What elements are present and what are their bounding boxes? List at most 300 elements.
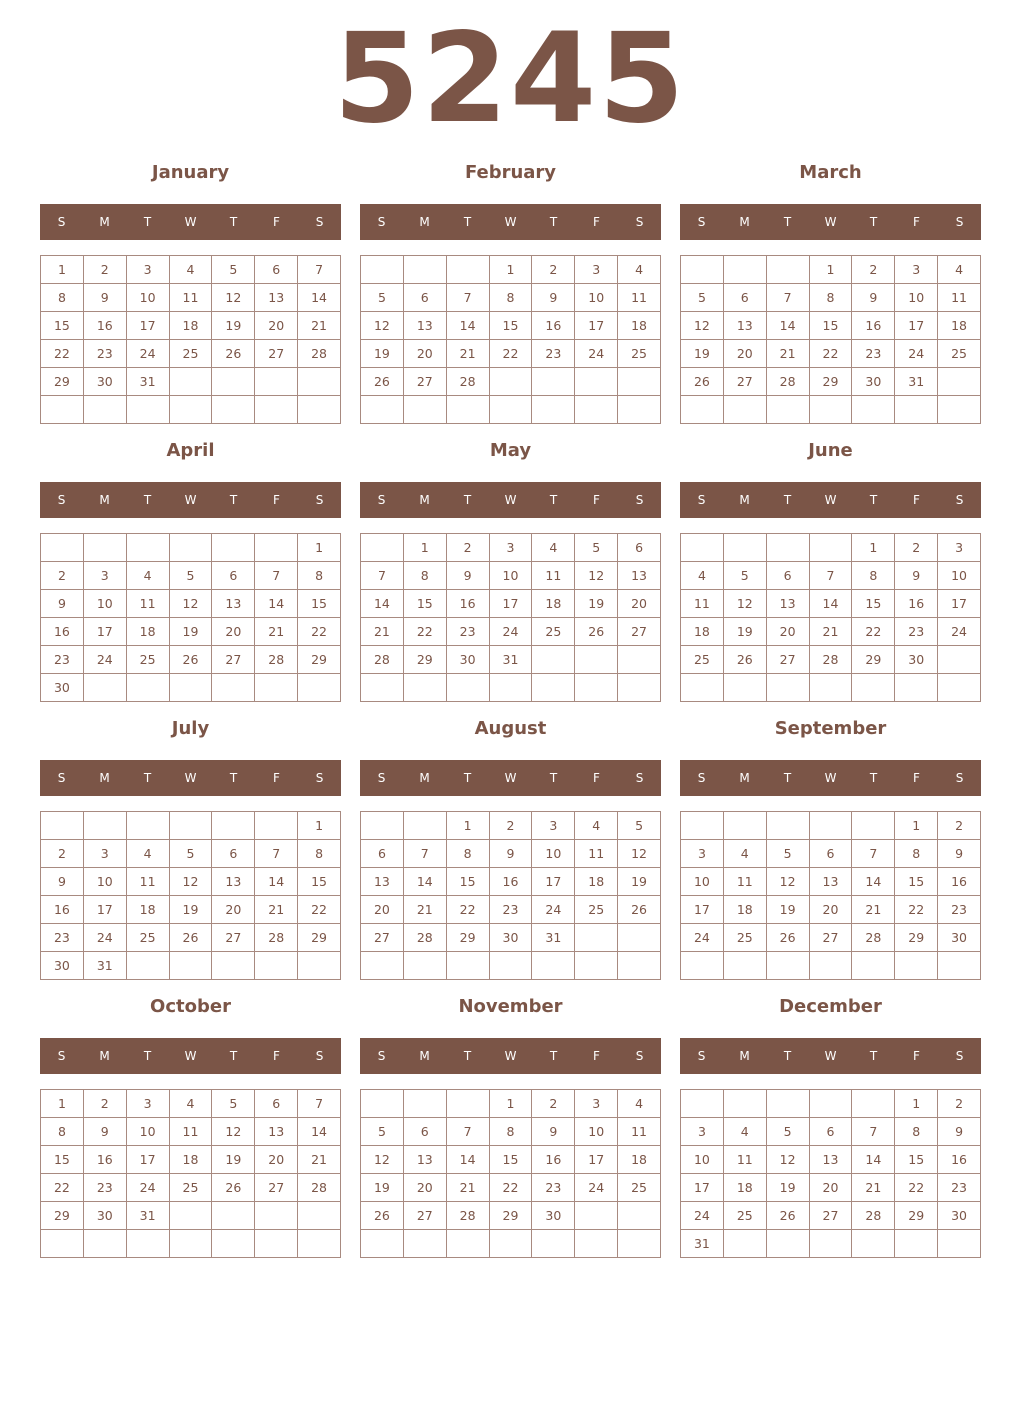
day-cell [404,1230,447,1258]
day-cell: 25 [127,924,170,952]
day-cell [170,396,213,424]
month-december [680,992,981,1262]
day-cell: 27 [404,368,447,396]
weekday-label: T [229,215,238,229]
day-cell: 3 [490,534,533,562]
day-cell [361,674,404,702]
day-cell [255,368,298,396]
day-cell [575,1230,618,1258]
day-cell [532,952,575,980]
day-cell: 22 [447,896,490,924]
day-cell: 16 [447,590,490,618]
day-cell: 10 [490,562,533,590]
day-cell: 1 [490,256,533,284]
day-cell: 13 [212,590,255,618]
day-cell [681,256,724,284]
day-cell: 9 [84,1118,127,1146]
month-name: February [464,162,557,183]
weekday-label: M [739,771,750,785]
day-cell [852,396,895,424]
day-cell [895,396,938,424]
day-cell: 17 [532,868,575,896]
day-cell: 25 [532,618,575,646]
day-cell [767,1090,810,1118]
day-cell: 10 [895,284,938,312]
weekday-label: W [184,493,197,507]
day-cell: 31 [127,1202,170,1230]
weekday-label: W [184,1049,197,1063]
days-grid [360,533,661,702]
day-cell: 6 [404,284,447,312]
weekday-label: S [57,771,66,785]
day-cell [575,1202,618,1230]
day-cell [724,952,767,980]
day-cell: 22 [490,340,533,368]
day-cell: 2 [938,1090,981,1118]
day-cell: 24 [681,924,724,952]
month-march [680,158,981,428]
day-cell: 8 [298,840,341,868]
weekday-label: S [377,771,386,785]
day-cell: 24 [681,1202,724,1230]
weekday-label: W [824,215,837,229]
day-cell: 4 [127,562,170,590]
day-cell: 31 [84,952,127,980]
day-cell: 17 [127,312,170,340]
weekday-header [40,204,341,240]
weekday-label: T [143,215,152,229]
day-cell: 1 [298,812,341,840]
day-cell [852,674,895,702]
day-cell: 26 [681,368,724,396]
day-cell: 23 [938,1174,981,1202]
day-cell: 31 [681,1230,724,1258]
weekday-label: S [377,215,386,229]
day-cell [618,646,661,674]
day-cell: 25 [575,896,618,924]
day-cell: 28 [404,924,447,952]
day-cell: 30 [84,1202,127,1230]
day-cell [212,812,255,840]
day-cell [852,1090,895,1118]
day-cell: 12 [361,312,404,340]
day-cell: 6 [255,256,298,284]
day-cell: 15 [852,590,895,618]
day-cell: 17 [127,1146,170,1174]
day-cell: 1 [41,256,84,284]
day-cell: 23 [41,646,84,674]
weekday-label: W [184,771,197,785]
day-cell: 31 [895,368,938,396]
day-cell [404,812,447,840]
day-cell [84,812,127,840]
weekday-header [680,482,981,518]
weekday-label: M [99,215,110,229]
weekday-label: W [504,771,517,785]
day-cell: 22 [852,618,895,646]
day-cell: 3 [127,256,170,284]
day-cell: 7 [852,840,895,868]
month-june [680,436,981,706]
day-cell: 28 [852,1202,895,1230]
day-cell: 2 [852,256,895,284]
day-cell: 1 [404,534,447,562]
day-cell: 6 [724,284,767,312]
day-cell [361,256,404,284]
day-cell: 5 [618,812,661,840]
day-cell [212,1230,255,1258]
day-cell: 20 [255,312,298,340]
day-cell: 8 [895,1118,938,1146]
day-cell: 20 [404,340,447,368]
month-january [40,158,341,428]
weekday-label: S [377,493,386,507]
day-cell: 19 [212,312,255,340]
day-cell: 8 [298,562,341,590]
day-cell [127,534,170,562]
weekday-label: M [99,1049,110,1063]
day-cell: 20 [361,896,404,924]
day-cell [212,396,255,424]
day-cell: 10 [532,840,575,868]
day-cell: 16 [532,312,575,340]
day-cell: 21 [810,618,853,646]
day-cell: 6 [212,562,255,590]
day-cell: 6 [767,562,810,590]
day-cell: 23 [41,924,84,952]
day-cell: 5 [212,256,255,284]
day-cell: 10 [84,868,127,896]
month-name: January [151,162,230,183]
weekday-label: T [463,493,472,507]
day-cell: 9 [490,840,533,868]
day-cell: 19 [618,868,661,896]
day-cell: 31 [490,646,533,674]
day-cell [810,952,853,980]
day-cell [490,368,533,396]
day-cell: 4 [127,840,170,868]
day-cell: 9 [41,868,84,896]
day-cell [810,1090,853,1118]
day-cell: 24 [84,646,127,674]
day-cell [681,674,724,702]
day-cell: 6 [255,1090,298,1118]
day-cell: 4 [681,562,724,590]
day-cell [575,952,618,980]
weekday-label: M [739,1049,750,1063]
day-cell: 22 [41,1174,84,1202]
day-cell: 30 [490,924,533,952]
day-cell: 5 [212,1090,255,1118]
day-cell [361,952,404,980]
day-cell: 4 [938,256,981,284]
day-cell [938,646,981,674]
day-cell: 26 [767,1202,810,1230]
day-cell: 27 [212,924,255,952]
day-cell: 8 [41,284,84,312]
day-cell: 3 [681,1118,724,1146]
day-cell [724,1090,767,1118]
weekday-label: T [549,493,558,507]
day-cell: 16 [852,312,895,340]
day-cell [895,674,938,702]
month-name: March [799,162,862,183]
day-cell: 7 [361,562,404,590]
days-grid [360,255,661,424]
day-cell: 3 [127,1090,170,1118]
day-cell [255,1202,298,1230]
day-cell [404,256,447,284]
weekday-label: W [824,493,837,507]
day-cell: 24 [575,1174,618,1202]
weekday-label: M [419,1049,430,1063]
day-cell: 10 [681,1146,724,1174]
weekday-label: T [783,493,792,507]
day-cell: 7 [404,840,447,868]
day-cell: 27 [810,924,853,952]
day-cell [447,1230,490,1258]
day-cell [170,368,213,396]
day-cell: 7 [852,1118,895,1146]
day-cell: 15 [490,1146,533,1174]
day-cell [575,674,618,702]
weekday-label: T [869,1049,878,1063]
day-cell: 27 [767,646,810,674]
day-cell: 26 [361,368,404,396]
day-cell: 19 [767,1174,810,1202]
day-cell: 3 [84,562,127,590]
day-cell: 25 [938,340,981,368]
day-cell: 14 [447,312,490,340]
weekday-label: F [273,771,280,785]
weekday-label: T [783,215,792,229]
day-cell: 5 [724,562,767,590]
day-cell [618,674,661,702]
day-cell: 17 [938,590,981,618]
day-cell [361,1090,404,1118]
day-cell: 17 [575,312,618,340]
day-cell [127,396,170,424]
day-cell [84,1230,127,1258]
day-cell: 25 [618,340,661,368]
day-cell [618,924,661,952]
day-cell: 16 [41,618,84,646]
day-cell: 12 [212,1118,255,1146]
weekday-label: T [869,493,878,507]
day-cell: 21 [298,312,341,340]
weekday-label: M [99,493,110,507]
day-cell: 28 [255,924,298,952]
weekday-label: T [229,771,238,785]
weekday-label: S [697,771,706,785]
day-cell [810,396,853,424]
day-cell: 23 [938,896,981,924]
day-cell: 12 [767,1146,810,1174]
weekday-header [40,760,341,796]
weekday-label: T [229,1049,238,1063]
day-cell: 13 [618,562,661,590]
day-cell: 12 [618,840,661,868]
day-cell [127,952,170,980]
days-grid [680,1089,981,1258]
day-cell: 6 [361,840,404,868]
day-cell: 5 [767,840,810,868]
weekday-header [360,204,661,240]
day-cell: 26 [724,646,767,674]
day-cell: 2 [84,1090,127,1118]
day-cell [255,674,298,702]
day-cell [681,396,724,424]
day-cell: 20 [212,896,255,924]
day-cell: 26 [212,1174,255,1202]
day-cell: 11 [127,590,170,618]
day-cell: 22 [895,1174,938,1202]
day-cell: 18 [724,896,767,924]
days-grid [680,533,981,702]
weekday-label: T [549,1049,558,1063]
day-cell: 4 [618,256,661,284]
day-cell: 15 [895,1146,938,1174]
day-cell [404,952,447,980]
day-cell: 16 [490,868,533,896]
day-cell: 25 [681,646,724,674]
weekday-label: W [504,215,517,229]
day-cell: 13 [255,284,298,312]
day-cell: 14 [447,1146,490,1174]
weekday-header [680,760,981,796]
day-cell: 24 [532,896,575,924]
day-cell: 8 [852,562,895,590]
day-cell: 10 [681,868,724,896]
weekday-label: T [143,771,152,785]
day-cell: 2 [447,534,490,562]
day-cell: 30 [447,646,490,674]
weekday-label: W [184,215,197,229]
day-cell: 5 [575,534,618,562]
day-cell: 28 [447,368,490,396]
day-cell [255,812,298,840]
day-cell: 3 [681,840,724,868]
day-cell: 6 [810,1118,853,1146]
day-cell: 16 [532,1146,575,1174]
day-cell: 15 [298,868,341,896]
day-cell: 28 [361,646,404,674]
weekday-label: M [739,493,750,507]
day-cell: 21 [447,1174,490,1202]
day-cell: 4 [532,534,575,562]
weekday-header [40,482,341,518]
day-cell: 14 [767,312,810,340]
day-cell [532,368,575,396]
day-cell: 24 [490,618,533,646]
day-cell: 20 [810,1174,853,1202]
month-name: August [474,718,547,739]
day-cell: 29 [810,368,853,396]
day-cell: 28 [767,368,810,396]
day-cell [575,396,618,424]
day-cell: 13 [724,312,767,340]
day-cell: 3 [895,256,938,284]
day-cell [895,1230,938,1258]
day-cell [724,812,767,840]
days-grid [40,811,341,980]
day-cell: 3 [575,1090,618,1118]
weekday-label: W [824,771,837,785]
day-cell: 21 [298,1146,341,1174]
day-cell [255,396,298,424]
day-cell: 15 [298,590,341,618]
day-cell: 12 [361,1146,404,1174]
day-cell: 1 [41,1090,84,1118]
day-cell: 17 [84,618,127,646]
day-cell: 19 [361,1174,404,1202]
day-cell [618,368,661,396]
day-cell [681,534,724,562]
day-cell [212,952,255,980]
year-title: 5245 [333,7,687,151]
day-cell [447,952,490,980]
day-cell: 3 [532,812,575,840]
weekday-label: T [463,771,472,785]
day-cell: 27 [255,1174,298,1202]
day-cell [298,1202,341,1230]
day-cell: 3 [84,840,127,868]
days-grid [40,1089,341,1258]
day-cell [618,1202,661,1230]
weekday-label: S [315,493,324,507]
weekday-label: S [57,1049,66,1063]
day-cell: 27 [361,924,404,952]
day-cell: 4 [170,1090,213,1118]
day-cell: 19 [361,340,404,368]
weekday-label: T [229,493,238,507]
day-cell [127,674,170,702]
day-cell: 28 [255,646,298,674]
weekday-label: T [143,493,152,507]
weekday-label: M [419,771,430,785]
day-cell [938,396,981,424]
day-cell [767,256,810,284]
day-cell: 5 [170,840,213,868]
day-cell: 13 [767,590,810,618]
weekday-label: F [913,1049,920,1063]
day-cell [404,396,447,424]
day-cell: 19 [681,340,724,368]
day-cell: 2 [84,256,127,284]
day-cell: 22 [810,340,853,368]
day-cell: 20 [767,618,810,646]
day-cell: 9 [532,1118,575,1146]
weekday-label: F [273,215,280,229]
day-cell: 2 [532,1090,575,1118]
day-cell: 16 [84,312,127,340]
day-cell: 29 [41,1202,84,1230]
weekday-label: S [697,493,706,507]
month-name: September [774,718,887,739]
day-cell: 21 [255,618,298,646]
month-name: October [150,996,231,1017]
day-cell [532,396,575,424]
day-cell: 7 [767,284,810,312]
day-cell [810,534,853,562]
day-cell: 11 [618,284,661,312]
day-cell: 2 [490,812,533,840]
weekday-label: T [869,215,878,229]
day-cell [810,674,853,702]
day-cell [575,646,618,674]
day-cell [490,396,533,424]
day-cell: 27 [212,646,255,674]
